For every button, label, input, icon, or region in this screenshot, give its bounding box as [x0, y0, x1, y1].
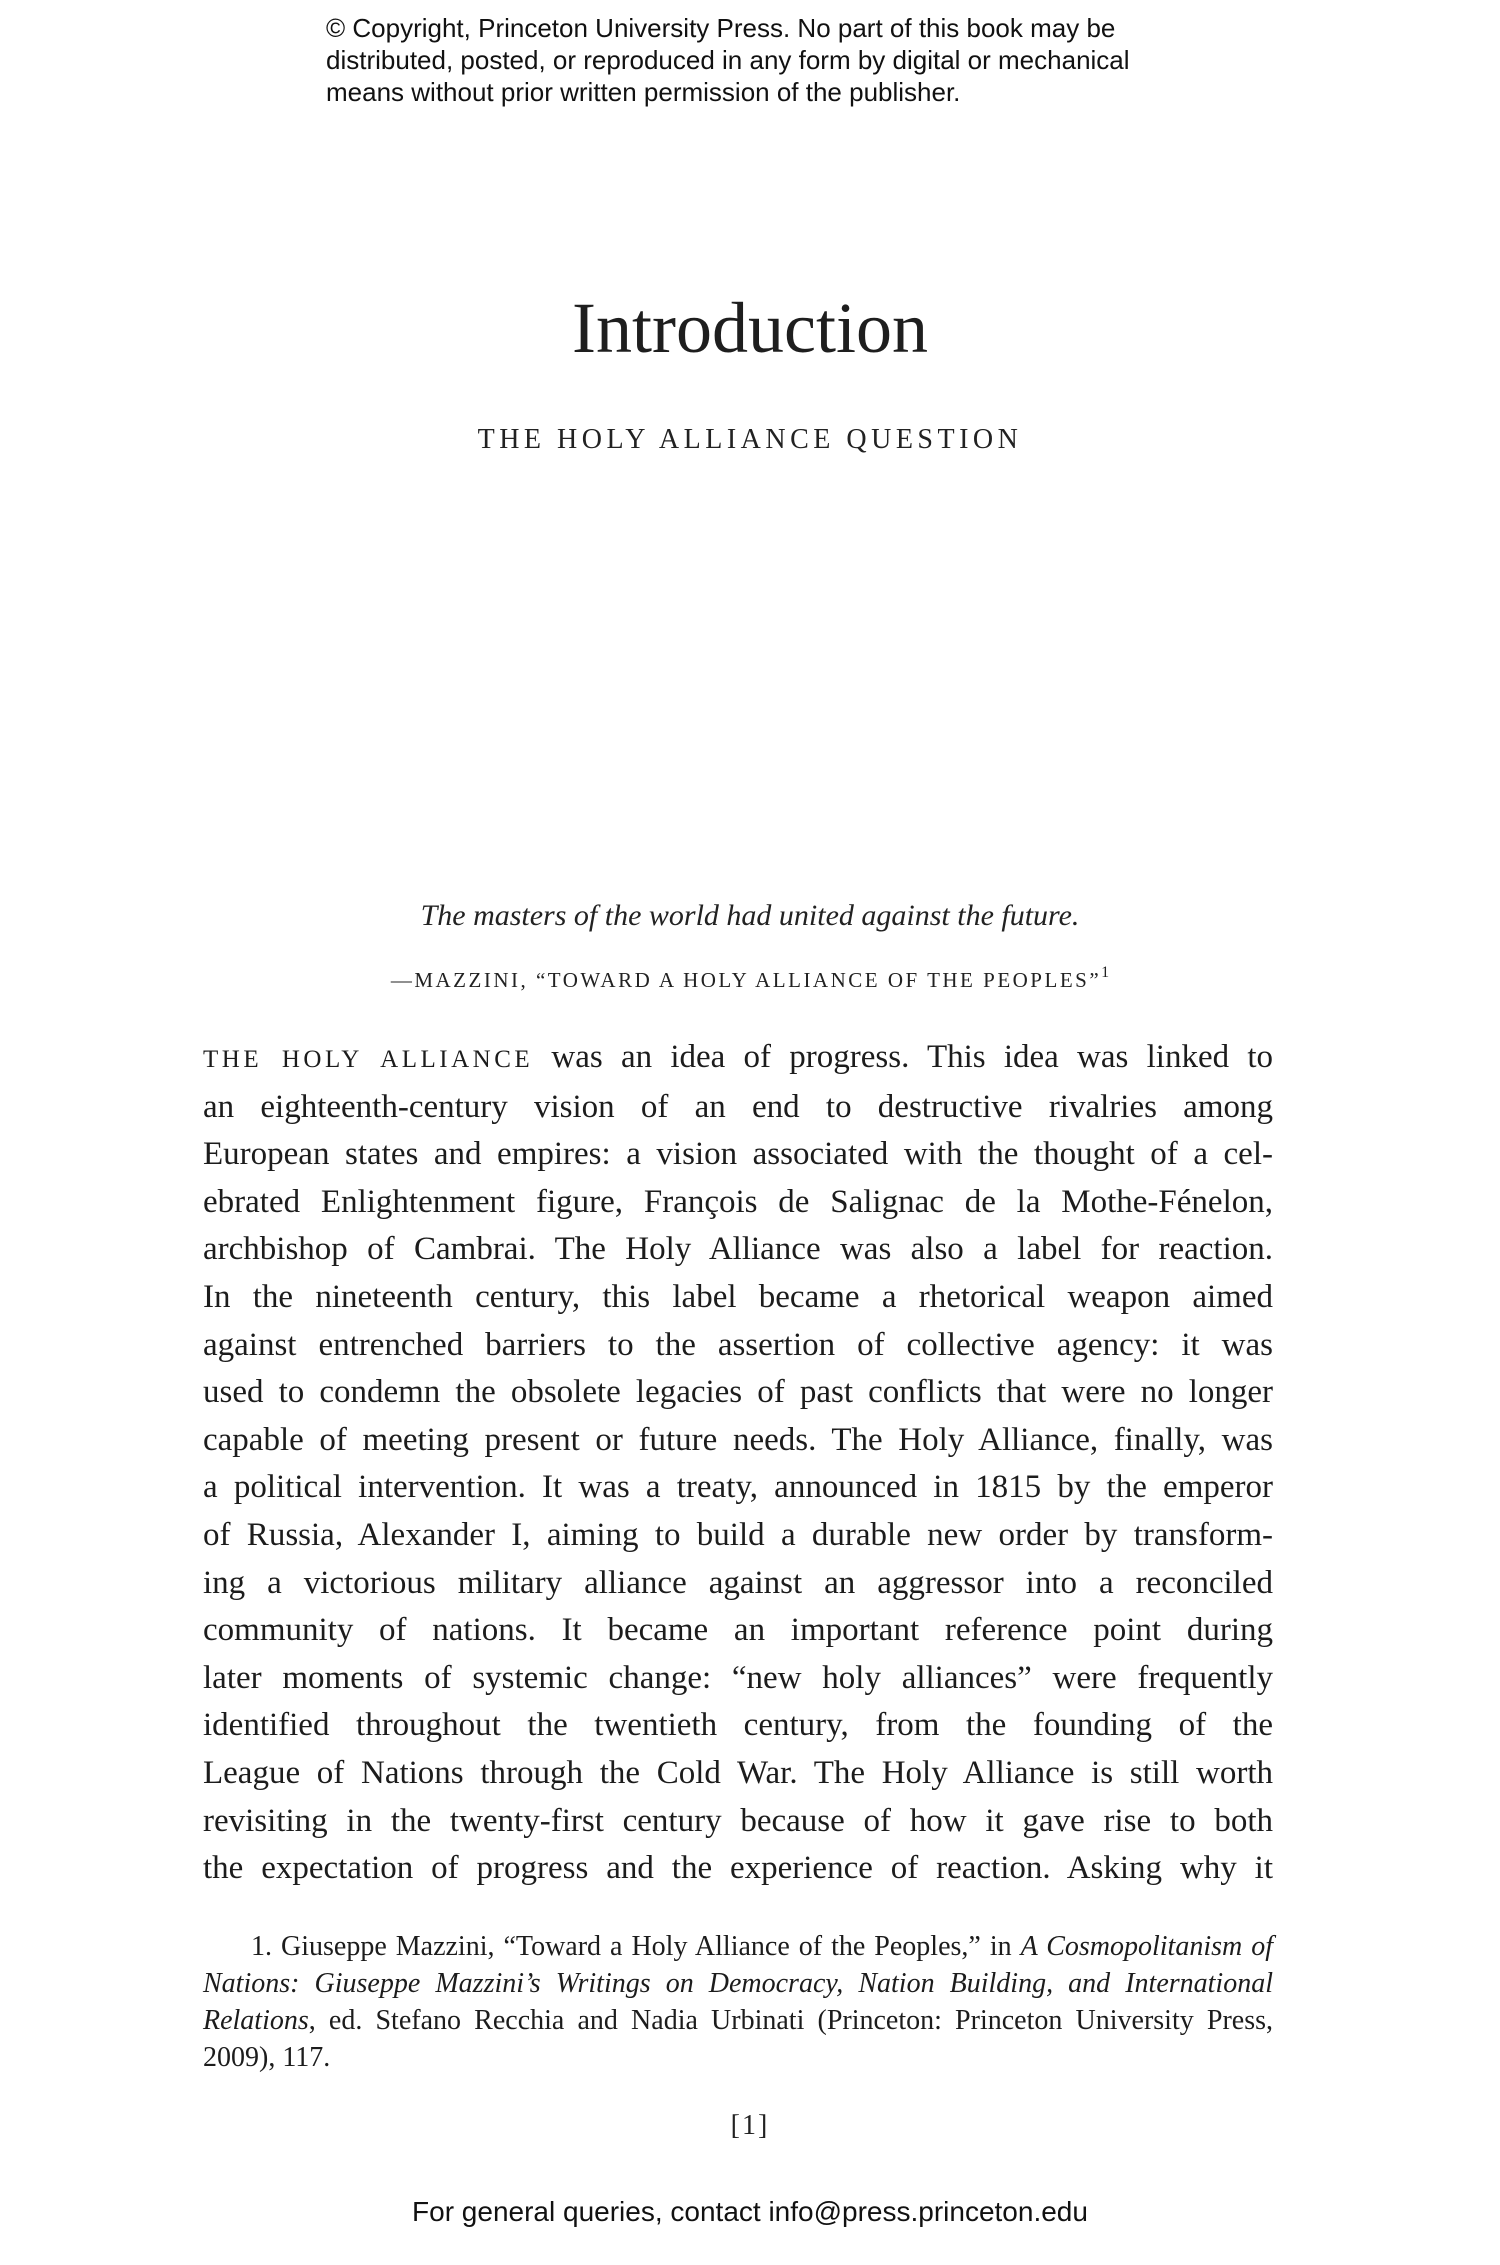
- body-line: an eighteenth-century vision of an end to destructive rivalries among: [203, 1088, 1273, 1125]
- copyright-line: © Copyright, Princeton University Press. No part of this book may be: [326, 13, 1116, 43]
- body-line: against entrenched barriers to the assertion of collective agency: it was: [203, 1326, 1273, 1363]
- body-line: revisiting in the twenty-first century because of how it gave rise to both: [203, 1802, 1273, 1839]
- body-line: a political intervention. It was a treaty, announced in 1815 by the emperor: [203, 1469, 1273, 1506]
- body-line: later moments of systemic change: “new holy alliances” were frequently: [203, 1659, 1273, 1696]
- body-line: In the nineteenth century, this label became a rhetorical weapon aimed: [203, 1278, 1273, 1315]
- copyright-line: means without prior written permission of the publisher.: [326, 77, 961, 107]
- body-line: ebrated Enlightenment figure, François de Salignac de la Mothe-Fénelon,: [203, 1183, 1273, 1220]
- footnote: [203, 1928, 1273, 2076]
- epigraph-source: —MAZZINI, “TOWARD A HOLY ALLIANCE OF THE PEOPLES”: [390, 968, 1102, 992]
- footnote-text: , ed. Stefano Recchia and Nadia Urbinati (Princeton: Princeton University Press,: [308, 2005, 1273, 2036]
- contact-footer: For general queries, contact info@press.princeton.edu: [412, 2196, 1088, 2227]
- footnote-book-title: Relations: [203, 2005, 309, 2036]
- body-line: ing a victorious military alliance against an aggressor into a reconciled: [203, 1564, 1273, 1601]
- footnote-line: 2009), 117.: [203, 2042, 331, 2073]
- copyright-line: distributed, posted, or reproduced in any form by digital or mechanical: [326, 45, 1130, 75]
- body-line: identified throughout the twentieth century, from the founding of the: [203, 1707, 1273, 1744]
- body-line: [203, 1034, 1273, 1084]
- body-line: European states and empires: a vision associated with the thought of a cel-: [203, 1136, 1273, 1173]
- body-line: archbishop of Cambrai. The Holy Alliance was also a label for reaction.: [203, 1231, 1273, 1268]
- footnote-line: [203, 1965, 1273, 2002]
- footnote-book-title: A Cosmopolitanism of: [1020, 1931, 1273, 1962]
- lead-in-small-caps: THE HOLY ALLIANCE: [203, 1046, 534, 1073]
- footnote-text: 1. Giuseppe Mazzini, “Toward a Holy Alliance of the Peoples,” in: [251, 1931, 1021, 1962]
- chapter-title: Introduction: [572, 288, 928, 368]
- epigraph-quote: The masters of the world had united against the future.: [420, 899, 1080, 932]
- body-line: community of nations. It became an important reference point during: [203, 1612, 1273, 1649]
- body-line: used to condemn the obsolete legacies of past conflicts that were no longer: [203, 1374, 1273, 1411]
- footnote-book-title: Nations: Giuseppe Mazzini’s Writings on Democracy, Nation Building, and International: [203, 1968, 1273, 1999]
- copyright-notice: [326, 12, 1226, 108]
- chapter-subtitle: THE HOLY ALLIANCE QUESTION: [477, 424, 1023, 455]
- footnote-line: [203, 1928, 1273, 1965]
- footnote-line: [203, 2002, 1273, 2039]
- body-line: of Russia, Alexander I, aiming to build a durable new order by transform-: [203, 1516, 1273, 1553]
- body-line: capable of meeting present or future needs. The Holy Alliance, finally, was: [203, 1421, 1273, 1458]
- body-line: the expectation of progress and the experience of reaction. Asking why it: [203, 1850, 1273, 1887]
- epigraph-attribution: [0, 956, 1500, 997]
- footnote-reference: 1: [1101, 964, 1110, 981]
- body-paragraph: [203, 1034, 1273, 1893]
- body-line: League of Nations through the Cold War. The Holy Alliance is still worth: [203, 1754, 1273, 1791]
- body-line-text: was an idea of progress. This idea was linked to: [533, 1039, 1273, 1075]
- page-number: [1]: [730, 2110, 770, 2141]
